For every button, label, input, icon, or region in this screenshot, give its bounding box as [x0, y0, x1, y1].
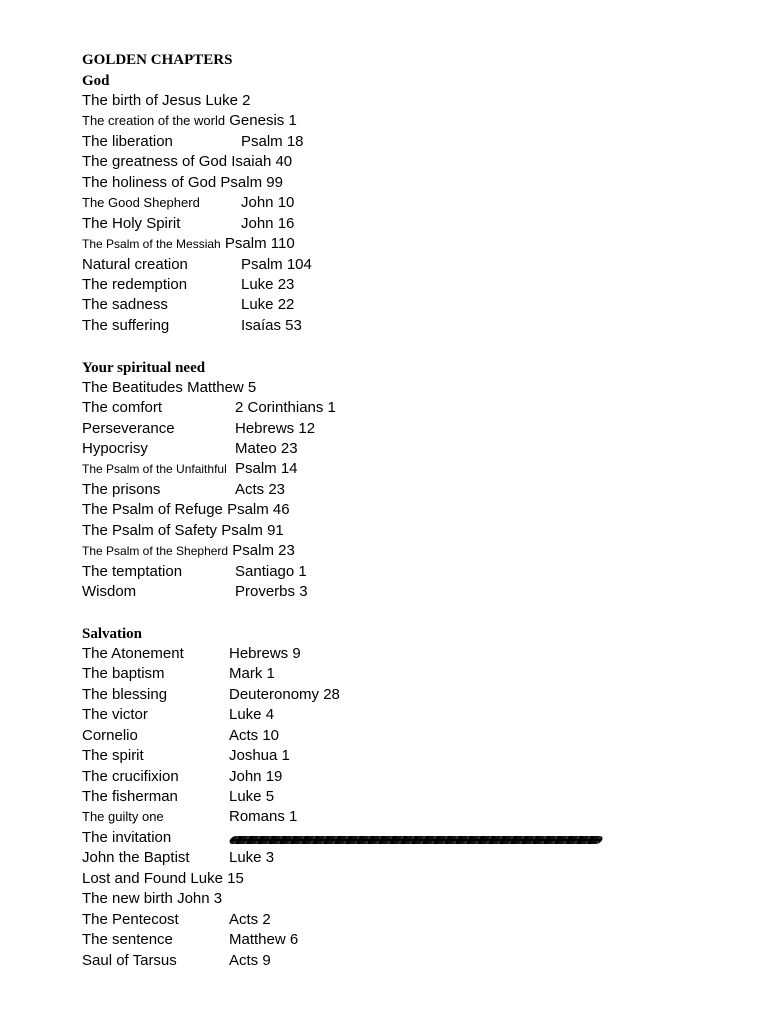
chapter-row	[82, 439, 722, 459]
chapter-topic: The liberation	[82, 132, 173, 150]
chapter-row	[82, 726, 722, 746]
section-gap	[82, 336, 722, 356]
chapter-row	[82, 316, 722, 336]
chapter-topic: The suffering	[82, 316, 170, 334]
chapter-row	[82, 582, 722, 602]
chapter-topic: The Psalm of Refuge	[82, 501, 223, 519]
chapter-topic: John the Baptist	[82, 849, 190, 867]
chapter-reference: Hebrews 12	[235, 419, 316, 437]
chapter-reference: Psalm 104	[241, 255, 312, 273]
chapter-reference: Mark 1	[229, 665, 275, 683]
chapter-topic: The sentence	[82, 931, 173, 949]
chapter-row	[82, 767, 722, 787]
chapter-row	[82, 193, 722, 213]
chapter-row	[82, 500, 722, 520]
chapter-topic: Perseverance	[82, 419, 175, 437]
chapter-topic: The invitation	[82, 828, 172, 846]
chapter-topic: The Atonement	[82, 644, 184, 662]
chapter-row	[82, 562, 722, 582]
chapter-reference: Acts 23	[235, 480, 286, 498]
chapter-reference: Luke 23	[241, 275, 295, 293]
document-title: GOLDEN CHAPTERS	[82, 52, 233, 68]
chapter-reference: John 3	[177, 890, 223, 908]
chapter-reference: 2 Corinthians 1	[235, 399, 336, 417]
chapter-row	[82, 480, 722, 500]
chapter-topic: The blessing	[82, 685, 168, 703]
chapter-topic: The Psalm of the Shepherd	[82, 544, 229, 559]
section-spiritual-need	[82, 358, 722, 603]
chapter-topic: The victor	[82, 706, 148, 724]
chapter-reference: Luke 22	[241, 296, 295, 314]
chapter-reference: Luke 4	[229, 706, 275, 724]
chapter-row	[82, 787, 722, 807]
chapter-row	[82, 869, 722, 889]
chapter-row	[82, 275, 722, 295]
chapter-reference: Psalm 14	[235, 460, 298, 478]
chapter-row	[82, 152, 722, 172]
chapter-row	[82, 644, 722, 664]
chapter-topic: The new birth	[82, 890, 173, 908]
chapter-reference: Genesis 1	[229, 112, 297, 130]
chapter-topic: The Psalm of the Messiah	[82, 237, 221, 252]
chapter-topic: Saul of Tarsus	[82, 951, 177, 969]
chapter-reference: Luke 5	[229, 788, 275, 805]
chapter-topic: The greatness of God	[82, 153, 228, 171]
chapter-reference: Joshua 1	[229, 747, 290, 765]
chapter-topic: Hypocrisy	[82, 440, 148, 457]
chapter-topic: The temptation	[82, 562, 183, 580]
chapter-row	[82, 951, 722, 971]
chapter-reference: Mateo 23	[235, 440, 298, 457]
chapter-reference: Matthew 5	[187, 378, 257, 396]
chapter-reference: Luke 3	[229, 849, 275, 867]
section-salvation	[82, 624, 722, 971]
chapter-reference: John 16	[241, 214, 295, 232]
chapter-reference: Romans 1	[229, 808, 298, 826]
chapter-row	[82, 705, 722, 725]
chapter-reference: Acts 2	[229, 910, 271, 928]
chapter-reference: Luke 15	[190, 869, 244, 887]
chapter-topic: The prisons	[82, 480, 161, 498]
chapter-row	[82, 173, 722, 193]
chapter-row	[82, 807, 722, 827]
chapter-topic: The redemption	[82, 275, 188, 293]
chapter-row	[82, 419, 722, 439]
chapter-topic: The spirit	[82, 747, 144, 765]
chapter-row	[82, 111, 722, 131]
chapter-reference: Psalm 110	[224, 235, 295, 253]
chapter-reference: Psalm 91	[221, 521, 284, 539]
chapter-reference: John 10	[241, 194, 295, 212]
chapter-topic: Cornelio	[82, 726, 138, 744]
chapter-row	[82, 378, 722, 398]
chapter-topic: Lost and Found	[82, 869, 187, 887]
chapter-row	[82, 255, 722, 275]
redaction-scribble	[228, 836, 604, 844]
chapter-row	[82, 910, 722, 930]
section-heading: Salvation	[82, 625, 143, 642]
chapter-row	[82, 930, 722, 950]
chapter-reference: John 19	[229, 767, 283, 785]
chapter-topic: Wisdom	[82, 583, 137, 601]
chapter-reference: Psalm 99	[220, 173, 283, 191]
section-heading: Your spiritual need	[82, 359, 206, 376]
chapter-topic: The guilty one	[82, 809, 164, 825]
section-god	[82, 71, 722, 336]
chapter-row	[82, 746, 722, 766]
chapter-reference: Isaiah 40	[231, 153, 293, 171]
chapter-topic: The sadness	[82, 296, 168, 314]
chapter-topic: Natural creation	[82, 255, 188, 273]
section-heading: God	[82, 73, 110, 89]
chapter-row	[82, 828, 722, 848]
chapter-reference: Psalm 23	[232, 542, 295, 560]
chapter-row	[82, 398, 722, 418]
chapter-topic: The Psalm of the Unfaithful	[82, 462, 227, 477]
chapter-reference: Acts 10	[229, 726, 280, 744]
chapter-row	[82, 521, 722, 541]
chapter-topic: The Good Shepherd	[82, 195, 200, 211]
chapter-reference: Matthew 6	[229, 931, 299, 949]
chapter-reference: Hebrews 9	[229, 644, 301, 662]
chapter-row	[82, 848, 722, 868]
chapter-reference: Proverbs 3	[235, 583, 308, 601]
chapter-row	[82, 132, 722, 152]
chapter-reference: Acts 9	[229, 951, 271, 969]
chapter-row	[82, 91, 722, 111]
chapter-topic: The Beatitudes	[82, 378, 183, 396]
chapter-topic: The crucifixion	[82, 767, 179, 785]
chapter-reference: Luke 2	[205, 92, 251, 109]
chapter-topic: The baptism	[82, 665, 165, 683]
chapter-reference: Santiago 1	[235, 562, 307, 580]
chapter-reference: Psalm 18	[241, 132, 304, 150]
section-gap	[82, 603, 722, 623]
chapter-row	[82, 889, 722, 909]
chapter-row	[82, 214, 722, 234]
chapter-row	[82, 664, 722, 684]
chapter-row	[82, 234, 722, 254]
chapter-topic: The Pentecost	[82, 910, 179, 928]
chapter-topic: The comfort	[82, 399, 163, 417]
chapter-row	[82, 295, 722, 315]
chapter-reference: Isaías 53	[241, 316, 302, 334]
chapter-topic: The birth of Jesus	[82, 92, 202, 109]
chapter-row	[82, 685, 722, 705]
document	[82, 50, 722, 971]
chapter-topic: The holiness of God	[82, 173, 217, 191]
chapter-topic: The Psalm of Safety	[82, 521, 218, 539]
chapter-topic: The fisherman	[82, 788, 178, 805]
chapter-row	[82, 541, 722, 561]
chapter-reference: Deuteronomy 28	[229, 685, 340, 703]
chapter-row	[82, 459, 722, 479]
chapter-reference: Psalm 46	[227, 501, 290, 519]
chapter-topic: The creation of the world	[82, 113, 226, 129]
chapter-topic: The Holy Spirit	[82, 214, 181, 232]
